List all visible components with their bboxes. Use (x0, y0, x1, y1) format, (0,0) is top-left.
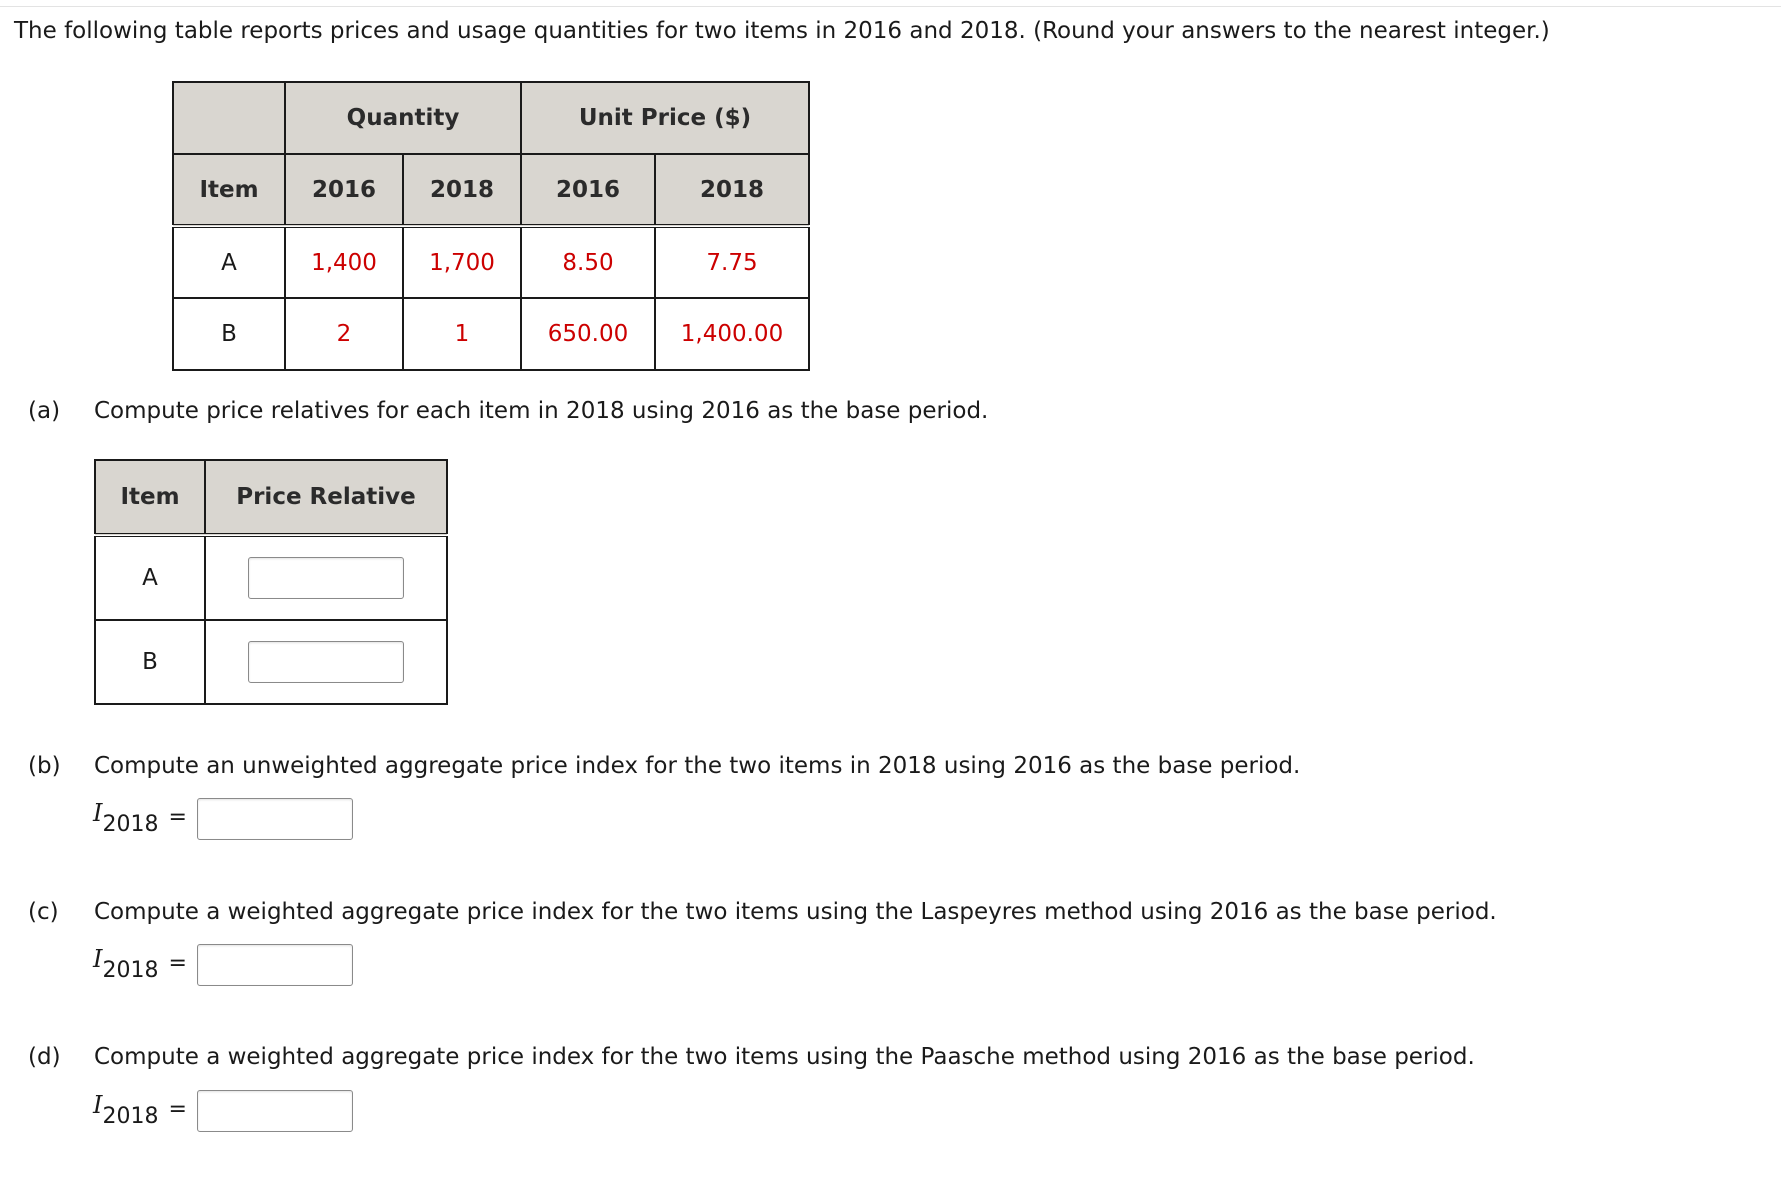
part-b-label: (b) (28, 753, 61, 779)
index-symbol: I (93, 945, 103, 973)
equals-sign: = (168, 1096, 187, 1122)
table-row (95, 535, 447, 620)
part-c-label: (c) (28, 899, 59, 925)
part-b-text: Compute an unweighted aggregate price index for the two items in 2018 using 2016 as the base period. (94, 753, 1301, 779)
laspeyres-index-input[interactable] (197, 944, 353, 986)
index-symbol: I (93, 799, 103, 827)
price-relative-b-input[interactable] (248, 641, 404, 683)
answer-cell (205, 535, 447, 620)
part-d-text: Compute a weighted aggregate price index for the two items using the Paasche method using 2016 as the base period. (94, 1044, 1475, 1070)
qty-2018-cell: 1 (403, 298, 521, 370)
part-c-index-row (93, 944, 353, 986)
qty-2018-cell: 1,700 (403, 226, 521, 298)
price-2018-header: 2018 (655, 154, 809, 226)
price-relative-a-input[interactable] (248, 557, 404, 599)
answer-cell (205, 620, 447, 704)
item-cell: A (173, 226, 285, 298)
item-col-header: Item (173, 154, 285, 226)
unweighted-index-input[interactable] (197, 798, 353, 840)
item-col-header: Item (95, 460, 205, 535)
price-2016-header: 2016 (521, 154, 655, 226)
index-subscript: 2018 (102, 1103, 159, 1129)
price-relative-header: Price Relative (205, 460, 447, 535)
qty-2016-header: 2016 (285, 154, 403, 226)
blank-header (173, 82, 285, 154)
item-cell: B (95, 620, 205, 704)
price-quantity-table (172, 81, 810, 371)
part-a-label: (a) (28, 398, 61, 424)
part-b-index-row (93, 798, 353, 840)
table-row (173, 298, 809, 370)
paasche-index-input[interactable] (197, 1090, 353, 1132)
index-symbol: I (93, 1091, 103, 1119)
price-2016-cell: 650.00 (521, 298, 655, 370)
intro-text: The following table reports prices and usage quantities for two items in 2016 and 2018. (Round your answers to the nearest integer.) (14, 18, 1550, 44)
table-row (173, 226, 809, 298)
qty-2016-cell: 1,400 (285, 226, 403, 298)
part-c-text: Compute a weighted aggregate price index for the two items using the Laspeyres method using 2016 as the base period. (94, 899, 1497, 925)
price-2016-cell: 8.50 (521, 226, 655, 298)
price-2018-cell: 1,400.00 (655, 298, 809, 370)
price-2018-cell: 7.75 (655, 226, 809, 298)
table-row (95, 620, 447, 704)
price-relative-table (94, 459, 448, 705)
quantity-header: Quantity (285, 82, 521, 154)
index-subscript: 2018 (102, 957, 159, 983)
equals-sign: = (168, 950, 187, 976)
equals-sign: = (168, 804, 187, 830)
item-cell: B (173, 298, 285, 370)
qty-2016-cell: 2 (285, 298, 403, 370)
part-d-question (28, 1044, 1475, 1070)
top-divider (0, 6, 1781, 7)
part-d-index-row (93, 1090, 353, 1132)
index-subscript: 2018 (102, 811, 159, 837)
unit-price-header: Unit Price ($) (521, 82, 809, 154)
part-c-question (28, 899, 1497, 925)
part-a-question (28, 398, 988, 424)
part-d-label: (d) (28, 1044, 61, 1070)
part-b-question (28, 753, 1300, 779)
part-a-text: Compute price relatives for each item in 2018 using 2016 as the base period. (94, 398, 989, 424)
qty-2018-header: 2018 (403, 154, 521, 226)
item-cell: A (95, 535, 205, 620)
